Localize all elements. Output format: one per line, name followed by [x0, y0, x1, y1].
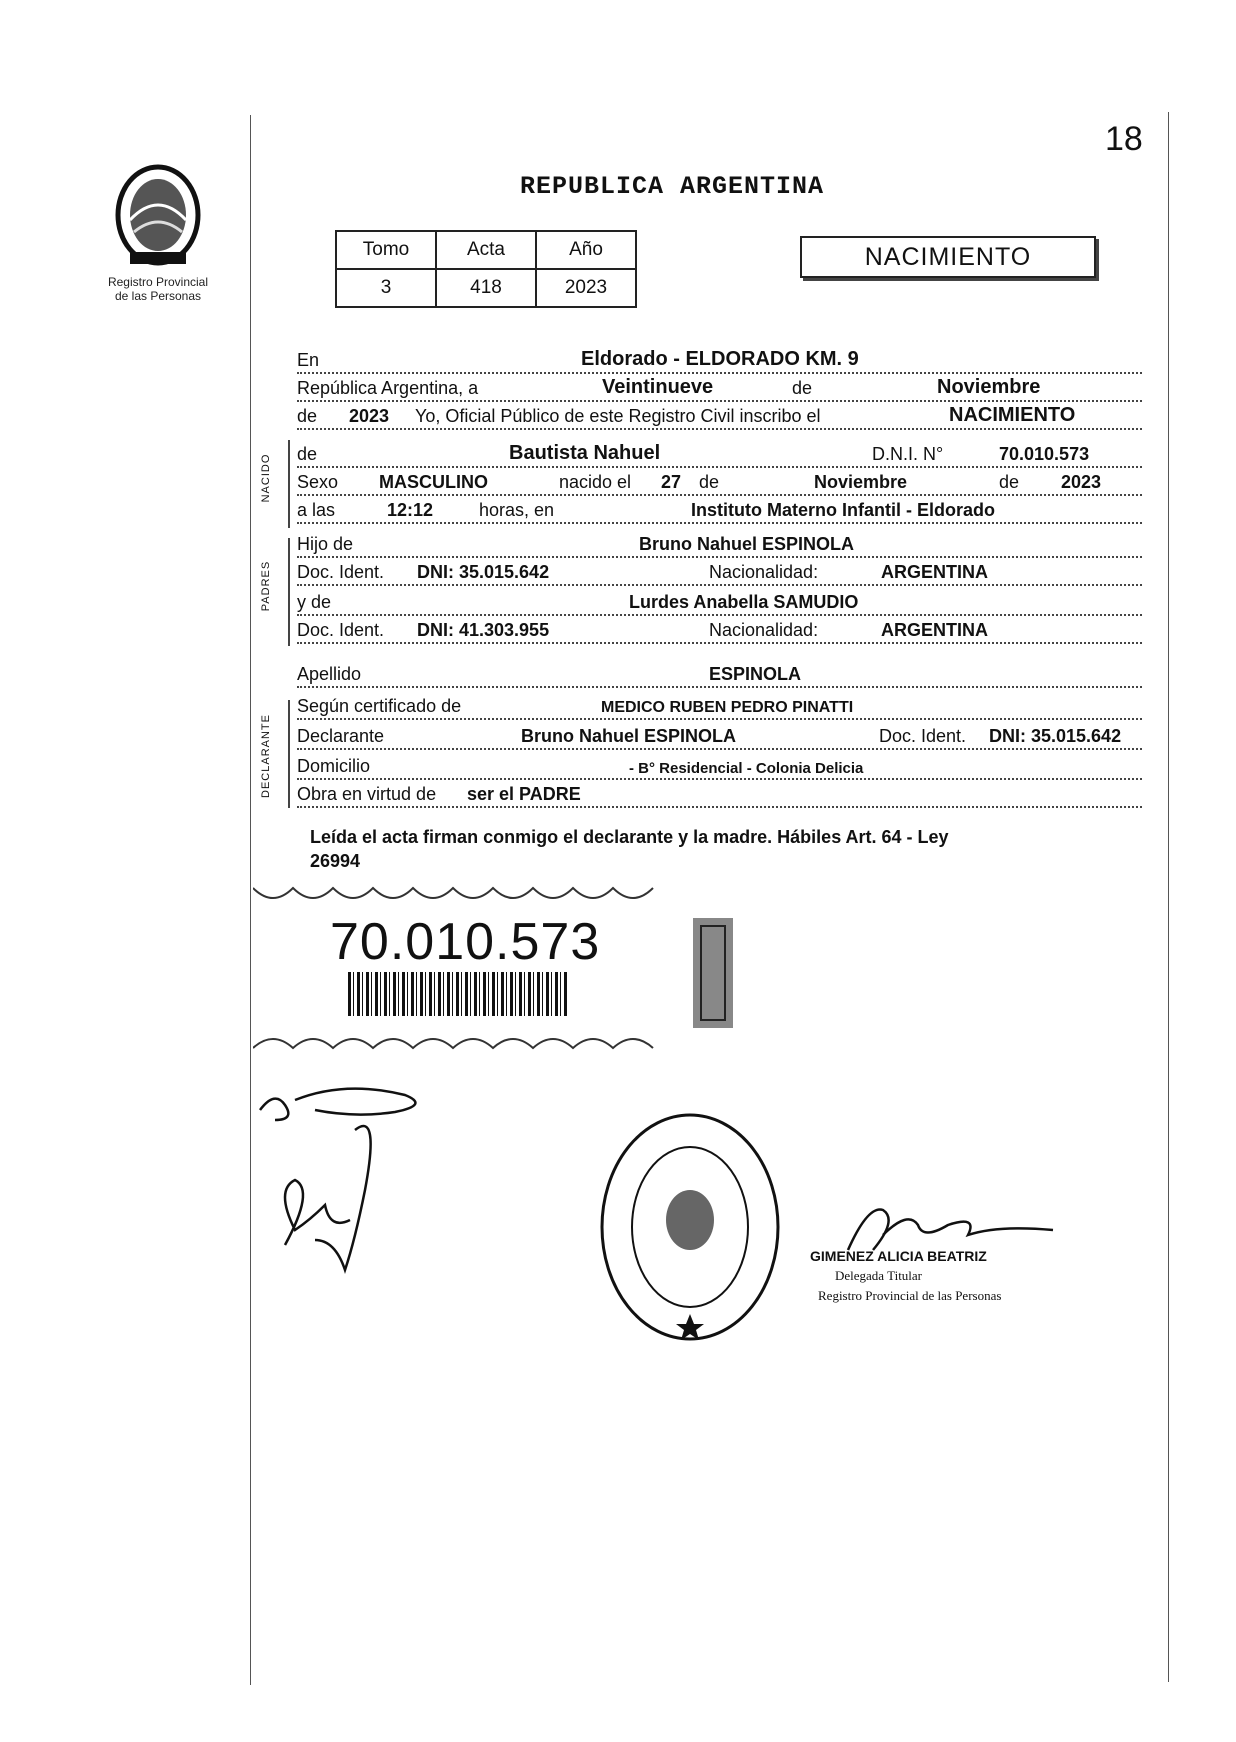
label-obra: Obra en virtud de	[297, 784, 437, 804]
row-domicilio	[297, 752, 1142, 780]
value-sexo: MASCULINO	[379, 472, 488, 492]
side-label-nacido: NACIDO	[260, 453, 272, 503]
logo-caption-1: Registro Provincial	[107, 275, 209, 289]
label-nacido: nacido el	[559, 472, 632, 492]
registry-logo	[88, 160, 228, 303]
value-dni: 70.010.573	[999, 444, 1090, 464]
record-table	[335, 230, 637, 308]
value-lugar-nac: Instituto Materno Infantil - Eldorado	[691, 500, 995, 520]
closing-note-line-2: 26994	[310, 851, 361, 871]
closing-note	[310, 825, 1120, 873]
value-anio: 2023	[349, 406, 390, 426]
label-de-4: de	[999, 472, 1020, 492]
value-mes: Noviembre	[937, 376, 1041, 398]
bracket-nacido	[288, 440, 290, 528]
document-title: REPUBLICA ARGENTINA	[520, 172, 825, 201]
value-domicilio: - B° Residencial - Colonia Delicia	[629, 760, 864, 777]
side-label-padres: PADRES	[260, 560, 272, 612]
label-dni: D.N.I. N°	[872, 444, 944, 464]
sticker-dni-number: 70.010.573	[330, 913, 601, 971]
official-stamp-icon	[598, 1110, 783, 1345]
value-declarante: Bruno Nahuel ESPINOLA	[521, 726, 737, 746]
value-apellido: ESPINOLA	[709, 664, 802, 684]
value-nombre: Bautista Nahuel	[509, 442, 661, 464]
label-en: En	[297, 350, 320, 370]
value-hora: 12:12	[387, 500, 434, 520]
closing-note-line-1: Leída el acta firman conmigo el declarante y la madre. Hábiles Art. 64 - Ley	[310, 827, 949, 847]
label-de-nombre: de	[297, 444, 318, 464]
bracket-padres	[288, 538, 290, 646]
bracket-declarante	[288, 700, 290, 808]
label-de: de	[792, 378, 813, 398]
row-hora	[297, 496, 1142, 524]
provincial-seal-icon	[108, 160, 208, 270]
official-role: Delegada Titular	[835, 1268, 923, 1283]
record-type-box: NACIMIENTO	[800, 236, 1096, 278]
header-anio: Año	[536, 231, 636, 269]
row-nombre	[297, 440, 1142, 468]
label-nacionalidad-2: Nacionalidad:	[709, 620, 819, 640]
value-tipo: NACIMIENTO	[949, 404, 1076, 426]
row-fecha	[297, 374, 1142, 402]
row-obra	[297, 780, 1142, 808]
value-nac-anio: 2023	[1061, 472, 1102, 492]
left-margin-rule	[250, 115, 251, 1685]
label-de-2: de	[297, 406, 318, 426]
page-number: 18	[1105, 120, 1143, 158]
row-ydemadre	[297, 588, 1142, 616]
label-domicilio: Domicilio	[297, 756, 371, 776]
label-yde: y de	[297, 592, 332, 612]
row-en	[297, 346, 1142, 374]
side-label-declarante: DECLARANTE	[260, 714, 272, 798]
row-certificado	[297, 692, 1142, 720]
right-margin-rule	[1168, 112, 1169, 1682]
label-docident-2: Doc. Ident.	[297, 620, 385, 640]
row-declarante	[297, 722, 1142, 750]
row-sexo	[297, 468, 1142, 496]
value-nac-mes: Noviembre	[814, 472, 908, 492]
row-padre-doc	[297, 558, 1142, 586]
label-sexo: Sexo	[297, 472, 339, 492]
value-certificado: MEDICO RUBEN PEDRO PINATTI	[601, 699, 854, 716]
value-madre: Lurdes Anabella SAMUDIO	[629, 592, 859, 612]
value-dia: Veintinueve	[602, 376, 714, 398]
label-certificado: Según certificado de	[297, 696, 462, 716]
logo-caption-2: de las Personas	[114, 289, 202, 303]
declarant-signature-icon	[255, 1070, 455, 1280]
value-padre-nac: ARGENTINA	[881, 562, 988, 582]
label-alas: a las	[297, 500, 336, 520]
header-tomo: Tomo	[336, 231, 436, 269]
label-hijo: Hijo de	[297, 534, 354, 554]
label-docident: Doc. Ident.	[297, 562, 385, 582]
row-apellido	[297, 660, 1142, 688]
value-nac-dia: 27	[661, 472, 682, 492]
value-obra: ser el PADRE	[467, 784, 581, 804]
official-org: Registro Provincial de las Personas	[818, 1288, 1002, 1303]
label-yo: Yo, Oficial Público de este Registro Civil inscribo el	[415, 406, 821, 426]
value-madre-nac: ARGENTINA	[881, 620, 988, 640]
value-declarante-doc: DNI: 35.015.642	[989, 726, 1122, 746]
label-declarante: Declarante	[297, 726, 385, 746]
label-docident-3: Doc. Ident.	[879, 726, 967, 746]
value-padre-doc: DNI: 35.015.642	[417, 562, 550, 582]
official-name: GIMENEZ ALICIA BEATRIZ	[810, 1248, 987, 1264]
barcode-icon	[348, 972, 568, 1016]
label-apellido: Apellido	[297, 664, 362, 684]
value-tomo: 3	[336, 269, 436, 307]
label-horas: horas, en	[479, 500, 555, 520]
label-de-3: de	[699, 472, 720, 492]
value-lugar: Eldorado - ELDORADO KM. 9	[581, 348, 859, 370]
label-republica: República Argentina, a	[297, 378, 479, 398]
value-padre: Bruno Nahuel ESPINOLA	[639, 534, 855, 554]
row-hijo	[297, 530, 1142, 558]
value-madre-doc: DNI: 41.303.955	[417, 620, 550, 640]
row-madre-doc	[297, 616, 1142, 644]
row-anio	[297, 402, 1142, 430]
header-acta: Acta	[436, 231, 536, 269]
label-nacionalidad: Nacionalidad:	[709, 562, 819, 582]
value-anio: 2023	[536, 269, 636, 307]
value-acta: 418	[436, 269, 536, 307]
